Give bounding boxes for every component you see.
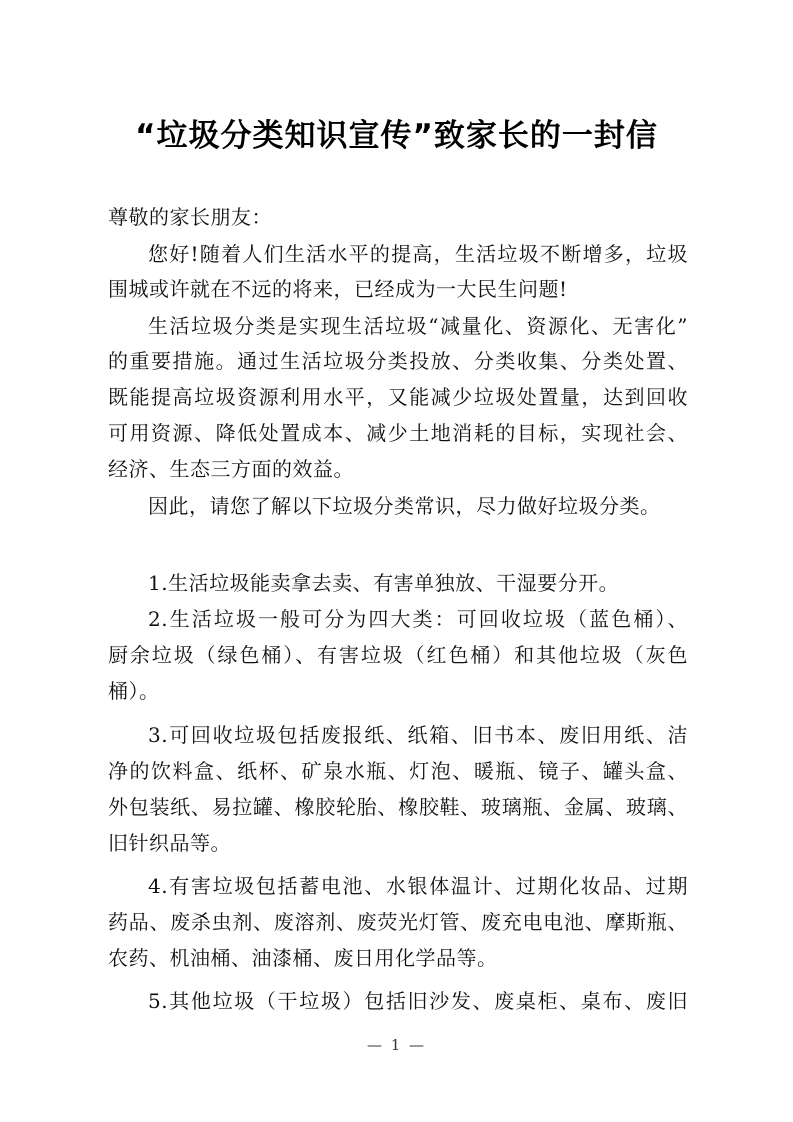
text-line: 厨余垃圾（绿色桶）、有害垃圾（红色桶）和其他垃圾（灰色 (108, 643, 688, 667)
text-line: 可用资源、降低处置成本、减少土地消耗的目标，实现社会、 (108, 421, 688, 445)
text-line: 因此，请您了解以下垃圾分类常识，尽力做好垃圾分类。 (148, 494, 661, 518)
document-title: “垃圾分类知识宣传”致家长的一封信 (135, 118, 658, 154)
text-line: 旧针织品等。 (108, 831, 231, 855)
text-line: 5.其他垃圾（干垃圾）包括旧沙发、废桌柜、桌布、废旧 (148, 989, 688, 1013)
text-line: 的重要措施。通过生活垃圾分类投放、分类收集、分类处置、 (108, 349, 688, 373)
text-line: 既能提高垃圾资源利用水平，又能减少垃圾处置量，达到回收 (108, 385, 688, 409)
page-number: — 1 — (366, 1036, 427, 1054)
text-line: 外包装纸、易拉罐、橡胶轮胎、橡胶鞋、玻璃瓶、金属、玻璃、 (108, 795, 688, 819)
salutation: 尊敬的家长朋友： (108, 205, 272, 229)
text-line: 药品、废杀虫剂、废溶剂、废荧光灯管、废充电电池、摩斯瓶、 (108, 910, 688, 934)
text-line: 2.生活垃圾一般可分为四大类：可回收垃圾（蓝色桶）、 (148, 607, 688, 631)
text-line: 围城或许就在不远的将来，已经成为一大民生问题! (108, 277, 568, 301)
text-line: 生活垃圾分类是实现生活垃圾“减量化、资源化、无害化” (148, 314, 688, 338)
text-line: 经济、生态三方面的效益。 (108, 457, 354, 481)
text-line: 1.生活垃圾能卖拿去卖、有害单独放、干湿要分开。 (148, 571, 620, 595)
text-line: 桶）。 (108, 679, 160, 703)
text-line: 净的饮料盒、纸杯、矿泉水瓶、灯泡、暖瓶、镜子、罐头盒、 (108, 759, 688, 783)
text-line: 您好!随着人们生活水平的提高，生活垃圾不断增多，垃圾 (148, 242, 688, 266)
text-line: 农药、机油桶、油漆桶、废日用化学品等。 (108, 946, 498, 970)
text-line: 4.有害垃圾包括蓄电池、水银体温计、过期化妆品、过期 (148, 874, 688, 898)
text-line: 3.可回收垃圾包括废报纸、纸箱、旧书本、废旧用纸、洁 (148, 723, 688, 747)
